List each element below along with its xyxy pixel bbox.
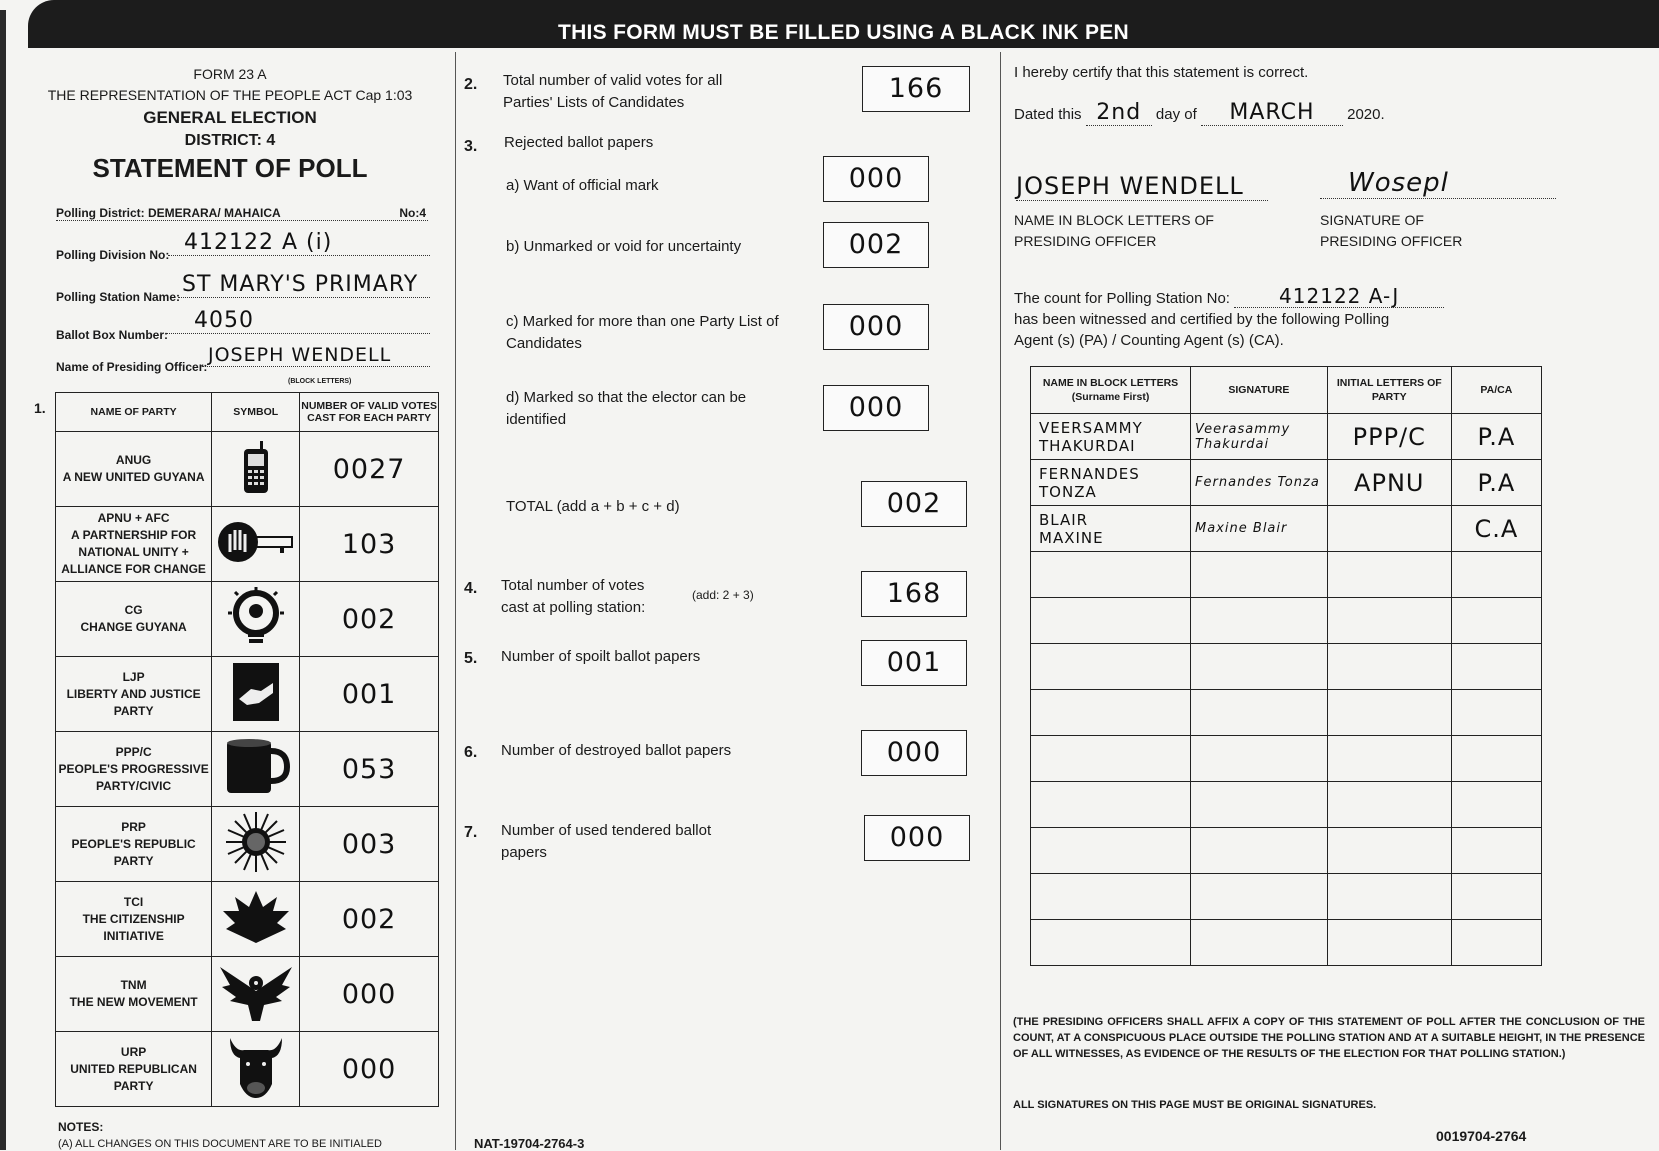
election-title: GENERAL ELECTION: [143, 108, 317, 127]
witness-row: [1031, 414, 1542, 460]
q4-add-note: (add: 2 + 3): [692, 588, 754, 602]
count-label: The count for Polling Station No:: [1014, 290, 1230, 307]
empty-cell[interactable]: [1031, 874, 1191, 920]
notes-line: (A) ALL CHANGES ON THIS DOCUMENT ARE TO BE INITIALED: [58, 1138, 382, 1150]
witness-surname: VEERSAMMY: [1039, 418, 1143, 437]
party-votes-value[interactable]: 002: [300, 582, 439, 657]
witness-header-name: NAME IN BLOCK LETTERS (Surname First): [1031, 367, 1191, 414]
empty-cell[interactable]: [1327, 874, 1451, 920]
count-line2: has been witnessed and certified by the following Polling: [1014, 311, 1390, 328]
header-votes: NUMBER OF VALID VOTES CAST FOR EACH PARTY: [300, 393, 439, 432]
q7-number: 7.: [464, 824, 478, 841]
witness-party[interactable]: APNU: [1327, 460, 1451, 506]
officer-signature-caption: [1320, 210, 1462, 252]
q3b-label: b) Unmarked or void for uncertainty: [506, 238, 742, 255]
party-votes-value[interactable]: 103: [300, 507, 439, 582]
empty-cell[interactable]: [1191, 920, 1328, 966]
total-value[interactable]: 002: [861, 481, 967, 527]
empty-cell[interactable]: [1191, 782, 1328, 828]
party-abbr: APNU + AFC: [97, 511, 170, 525]
q3b-value[interactable]: 002: [823, 222, 929, 268]
header-symbol: SYMBOL: [212, 393, 300, 432]
witness-signature[interactable]: Fernandes Tonza: [1191, 460, 1328, 506]
header-party-name: NAME OF PARTY: [56, 393, 212, 432]
q7-label: Number of used tendered ballot papers: [501, 822, 712, 861]
year-value: 2020.: [1347, 106, 1385, 123]
phone-icon: [236, 482, 276, 499]
party-row-cg: [56, 582, 439, 657]
party-name: LIBERTY AND JUSTICE PARTY: [66, 686, 201, 718]
witness-role[interactable]: P.A: [1451, 460, 1541, 506]
empty-cell[interactable]: [1191, 598, 1328, 644]
party-abbr: URP: [120, 1044, 147, 1059]
empty-cell[interactable]: [1451, 874, 1541, 920]
party-abbr: LJP: [122, 669, 145, 684]
signatures-note: ALL SIGNATURES ON THIS PAGE MUST BE ORIGINAL SIGNATURES.: [1013, 1099, 1377, 1111]
total-label: TOTAL (add a + b + c + d): [506, 498, 680, 515]
empty-cell[interactable]: [1191, 644, 1328, 690]
q2-value[interactable]: 166: [862, 66, 970, 112]
officer-label: Name of Presiding Officer:: [56, 360, 208, 374]
witness-table: [1030, 366, 1542, 966]
party-abbr: PPP/C: [115, 744, 152, 759]
party-abbr: ANUG: [115, 453, 152, 467]
empty-cell[interactable]: [1191, 828, 1328, 874]
leaf-icon: [221, 932, 291, 949]
q4-label: Total number of votes cast at polling station:: [501, 577, 646, 616]
party-votes-value[interactable]: 001: [300, 657, 439, 732]
empty-cell[interactable]: [1191, 690, 1328, 736]
page-edge: [0, 10, 6, 1150]
name-caption-line1: NAME IN BLOCK LETTERS OF: [1014, 212, 1214, 228]
party-row-prp: [56, 807, 439, 882]
witness-row-empty: [1031, 552, 1542, 598]
division-label: Polling Division No:: [56, 248, 170, 262]
party-votes-value[interactable]: 003: [300, 807, 439, 882]
q6-label: Number of destroyed ballot papers: [501, 742, 732, 759]
witness-row-empty: [1031, 736, 1542, 782]
empty-cell[interactable]: [1451, 782, 1541, 828]
party-row-anug: [56, 432, 439, 507]
q3c-value[interactable]: 000: [823, 304, 929, 350]
witness-party[interactable]: [1327, 506, 1451, 552]
empty-cell[interactable]: [1451, 736, 1541, 782]
officer-name-block[interactable]: JOSEPH WENDELL: [1016, 172, 1268, 201]
station-value[interactable]: ST MARY'S PRIMARY: [178, 272, 430, 298]
page-title: STATEMENT OF POLL: [92, 153, 368, 183]
empty-cell[interactable]: [1451, 920, 1541, 966]
witness-row: [1031, 506, 1542, 552]
empty-cell[interactable]: [1327, 920, 1451, 966]
day-of-label: day of: [1155, 106, 1197, 123]
q2-number: 2.: [464, 76, 478, 93]
party-name: A NEW UNITED GUYANA: [62, 470, 205, 484]
section-1-number: 1.: [34, 400, 46, 416]
count-statement: [1014, 286, 1574, 351]
party-votes-table: [55, 392, 439, 1107]
witness-name-cell[interactable]: [1031, 460, 1191, 506]
ballot-value[interactable]: 4050: [166, 308, 430, 334]
party-name: CHANGE GUYANA: [80, 620, 187, 634]
witness-signature[interactable]: Veerasammy Thakurdai: [1191, 414, 1328, 460]
witness-row: [1031, 460, 1542, 506]
q3-label: Rejected ballot papers: [504, 134, 654, 151]
certify-statement: I hereby certify that this statement is correct.: [1014, 64, 1309, 81]
empty-cell[interactable]: [1327, 644, 1451, 690]
station-label: Polling Station Name:: [56, 290, 181, 304]
witness-firstname: MAXINE: [1039, 528, 1104, 547]
posting-notice: (THE PRESIDING OFFICERS SHALL AFFIX A COPY OF THIS STATEMENT OF POLL AFTER THE CONCLUSION OF THE COUNT, AT A CONSPICUOUS PLACE OUTSIDE THE POLLING STATION AND AT A SUITABLE HEIGHT, IN THE PRESENCE OF ALL WITNESSES, AS EVIDENCE OF THE RESULTS OF THE ELECTION FOR THAT POLLING STATION.): [1013, 1016, 1645, 1060]
column-divider-left: [455, 52, 456, 1150]
empty-cell[interactable]: [1327, 782, 1451, 828]
party-name: A PARTNERSHIP FOR NATIONAL UNITY + ALLIANCE FOR CHANGE: [61, 528, 206, 576]
party-votes-value[interactable]: 000: [300, 1032, 439, 1107]
block-letters-note: (BLOCK LETTERS): [288, 378, 352, 385]
q2-label: Total number of valid votes for all Parties' Lists of Candidates: [503, 72, 723, 111]
officer-signature[interactable]: Wosepl: [1320, 168, 1556, 199]
name-caption-line2: PRESIDING OFFICER: [1014, 233, 1157, 249]
empty-cell[interactable]: [1031, 736, 1191, 782]
empty-cell[interactable]: [1031, 644, 1191, 690]
witness-firstname: TONZA: [1039, 482, 1097, 501]
witness-party[interactable]: PPP/C: [1327, 414, 1451, 460]
empty-cell[interactable]: [1451, 552, 1541, 598]
party-votes-value[interactable]: 0027: [300, 432, 439, 507]
q6-value[interactable]: 000: [861, 730, 967, 776]
empty-cell[interactable]: [1031, 782, 1191, 828]
empty-cell[interactable]: [1327, 598, 1451, 644]
party-abbr: CG: [124, 603, 143, 617]
handshake-icon: [231, 710, 281, 727]
count-line3: Agent (s) (PA) / Counting Agent (s) (CA).: [1014, 332, 1284, 349]
serial-number: 0019704-2764: [1436, 1128, 1527, 1144]
party-row-apnu-afc: [56, 507, 439, 582]
witness-firstname: THAKURDAI: [1039, 436, 1136, 455]
witness-header-role: PA/CA: [1451, 367, 1541, 414]
empty-cell[interactable]: [1031, 552, 1191, 598]
witness-role[interactable]: P.A: [1451, 414, 1541, 460]
district-number: No:4: [399, 206, 426, 220]
month-value[interactable]: MARCH: [1201, 100, 1343, 126]
q5-label: Number of spoilt ballot papers: [501, 648, 701, 665]
empty-cell[interactable]: [1451, 690, 1541, 736]
officer-name-caption: [1014, 210, 1214, 252]
column-divider-right: [1000, 52, 1001, 1150]
notes-title: NOTES:: [58, 1120, 104, 1134]
witness-surname: FERNANDES: [1039, 464, 1140, 483]
q5-value[interactable]: 001: [861, 640, 967, 686]
empty-cell[interactable]: [1031, 598, 1191, 644]
witness-surname: BLAIR: [1039, 510, 1089, 529]
cup-icon: [221, 784, 291, 801]
officer-value[interactable]: JOSEPH WENDELL: [202, 344, 430, 367]
witness-row-empty: [1031, 920, 1542, 966]
bulb-icon: [228, 634, 284, 651]
dated-this-label: Dated this: [1014, 106, 1082, 123]
count-station-value[interactable]: 412122 A-J: [1234, 286, 1444, 308]
party-votes-value[interactable]: 000: [300, 957, 439, 1032]
witness-row-empty: [1031, 690, 1542, 736]
sig-caption-line2: PRESIDING OFFICER: [1320, 233, 1463, 249]
empty-cell[interactable]: [1327, 552, 1451, 598]
form-number: FORM 23 A: [193, 66, 267, 82]
form-banner: THIS FORM MUST BE FILLED USING A BLACK INK PEN: [28, 0, 1659, 48]
empty-cell[interactable]: [1327, 736, 1451, 782]
witness-name-cell[interactable]: [1031, 414, 1191, 460]
party-name: PEOPLE'S REPUBLIC PARTY: [71, 836, 196, 868]
footer-code: NAT-19704-2764-3: [474, 1136, 585, 1151]
sig-caption-line1: SIGNATURE OF: [1320, 212, 1424, 228]
empty-cell[interactable]: [1031, 690, 1191, 736]
polling-district-field[interactable]: [56, 206, 428, 221]
party-row-ljp: [56, 657, 439, 732]
witness-row-empty: [1031, 874, 1542, 920]
q5-number: 5.: [464, 650, 478, 667]
party-abbr: TCI: [123, 894, 144, 909]
hand-key-icon: [216, 557, 296, 574]
ballot-label: Ballot Box Number:: [56, 328, 169, 342]
district-title: DISTRICT: 4: [184, 132, 276, 149]
empty-cell[interactable]: [1327, 690, 1451, 736]
q7-value[interactable]: 000: [864, 815, 970, 861]
party-row-tnm: [56, 957, 439, 1032]
empty-cell[interactable]: [1031, 828, 1191, 874]
dated-line: [1014, 100, 1414, 126]
witness-row-empty: [1031, 598, 1542, 644]
empty-cell[interactable]: [1451, 598, 1541, 644]
empty-cell[interactable]: [1327, 828, 1451, 874]
party-row-tci: [56, 882, 439, 957]
witness-header-party: INITIAL LETTERS OF PARTY: [1327, 367, 1451, 414]
count-line1: [1014, 286, 1574, 309]
division-value[interactable]: 412122 A (i): [168, 230, 430, 256]
party-name: PEOPLE'S PROGRESSIVE PARTY/CIVIC: [58, 761, 209, 793]
q4-number: 4.: [464, 580, 478, 597]
q3-number: 3.: [464, 138, 478, 155]
eagle-icon: [218, 1010, 294, 1027]
witness-signature[interactable]: Maxine Blair: [1191, 506, 1328, 552]
empty-cell[interactable]: [1191, 874, 1328, 920]
q3a-value[interactable]: 000: [823, 156, 929, 202]
witness-row-empty: [1031, 644, 1542, 690]
day-value[interactable]: 2nd: [1086, 100, 1152, 126]
party-name: THE CITIZENSHIP INITIATIVE: [82, 911, 185, 943]
q3c-label: c) Marked for more than one Party List of Candidates: [506, 313, 779, 352]
bull-icon: [226, 1087, 286, 1104]
witness-name-cell[interactable]: [1031, 506, 1191, 552]
q6-number: 6.: [464, 744, 478, 761]
witness-header-signature: SIGNATURE: [1191, 367, 1328, 414]
q3d-label: d) Marked so that the elector can be identified: [506, 389, 747, 428]
party-name: THE NEW MOVEMENT: [69, 995, 198, 1009]
empty-cell[interactable]: [1451, 828, 1541, 874]
sun-icon: [226, 859, 286, 876]
empty-cell[interactable]: [1451, 644, 1541, 690]
polling-district-label: Polling District: DEMERARA/ MAHAICA: [56, 206, 281, 220]
act-title: THE REPRESENTATION OF THE PEOPLE ACT Cap 1:03: [47, 87, 413, 103]
witness-row-empty: [1031, 828, 1542, 874]
empty-cell[interactable]: [1191, 736, 1328, 782]
party-row-pppc: [56, 732, 439, 807]
party-votes-value[interactable]: 002: [300, 882, 439, 957]
empty-cell[interactable]: [1031, 920, 1191, 966]
q4-value[interactable]: 168: [861, 571, 967, 617]
party-name: UNITED REPUBLICAN PARTY: [70, 1061, 197, 1093]
party-abbr: PRP: [121, 819, 146, 834]
party-abbr: TNM: [120, 978, 147, 992]
q3a-label: a) Want of official mark: [506, 177, 659, 194]
witness-row-empty: [1031, 782, 1542, 828]
party-row-urp: [56, 1032, 439, 1107]
empty-cell[interactable]: [1191, 552, 1328, 598]
q3d-value[interactable]: 000: [823, 385, 929, 431]
party-votes-value[interactable]: 053: [300, 732, 439, 807]
witness-role[interactable]: C.A: [1451, 506, 1541, 552]
